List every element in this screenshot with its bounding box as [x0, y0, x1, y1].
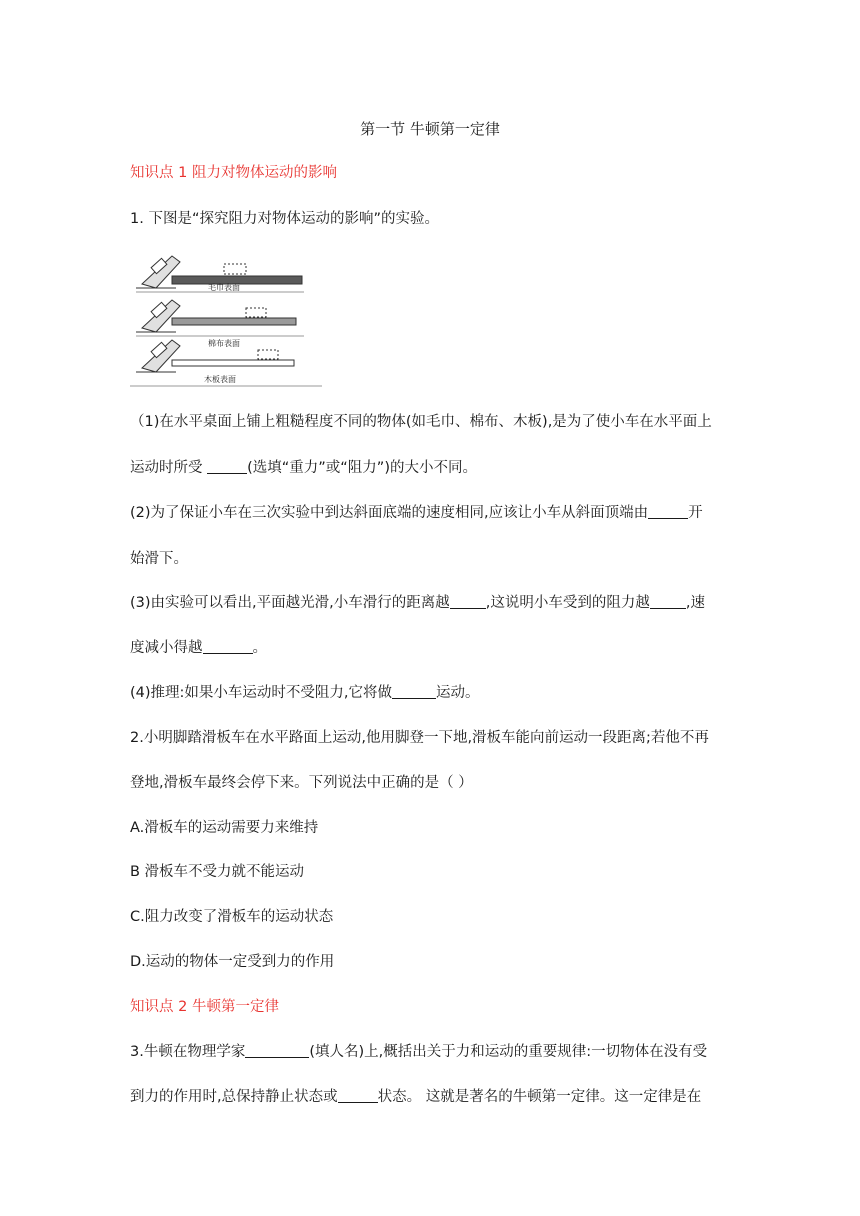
ramp-towel-surface: [136, 256, 304, 292]
q1-part2-text-a: (2)为了保证小车在三次实验中到达斜面底端的速度相同,应该让小车从斜面顶端由: [130, 505, 649, 521]
q1-part4-text-a: (4)推理:如果小车运动时不受阻力,它将做: [130, 685, 393, 701]
figure-label-towel: 毛巾表面: [208, 283, 240, 292]
answer-blank[interactable]: [392, 684, 436, 699]
figure-label-wood: 木板表面: [204, 375, 236, 384]
answer-blank[interactable]: [207, 459, 247, 474]
q1-part3-text-e: 。: [252, 640, 267, 656]
option-d: D.运动的物体一定受到力的作用: [130, 954, 335, 970]
question-3-line2: [130, 1087, 740, 1107]
q1-part4-text-b: 运动。: [436, 685, 480, 701]
q1-part4: [130, 683, 740, 703]
q3-text-c: 到力的作用时,总保持静止状态或: [130, 1089, 338, 1105]
q1-part1-line1: （1)在水平桌面上铺上粗糙程度不同的物体(如毛巾、棉布、木板),是为了使小车在水平面上: [130, 414, 712, 430]
option-a: A.滑板车的运动需要力来维持: [130, 820, 319, 836]
page-title: 第一节 牛顿第一定律: [360, 120, 500, 138]
q1-part3-text-a: (3)由实验可以看出,平面越光滑,小车滑行的距离越: [130, 595, 450, 611]
q3-text-a: 3.牛顿在物理学家: [130, 1044, 246, 1060]
question-1-stem: 1. 下图是“探究阻力对物体运动的影响”的实验。: [130, 211, 439, 227]
option-c: C.阻力改变了滑板车的运动状态: [130, 909, 334, 925]
q1-part2-line2: 始滑下。: [130, 551, 188, 567]
q1-part1-text-a: 运动时所受: [130, 460, 208, 476]
option-b: B 滑板车不受力就不能运动: [130, 864, 305, 880]
ramp-cotton-surface: [136, 300, 304, 348]
experiment-figure: [128, 248, 324, 388]
q1-part1-text-b: (选填“重力”或“阻力”)的大小不同。: [247, 460, 477, 476]
answer-blank[interactable]: [648, 504, 688, 519]
answer-blank[interactable]: [650, 594, 686, 609]
answer-blank[interactable]: [338, 1088, 378, 1103]
section-heading-1: 知识点 1 阻力对物体运动的影响: [130, 165, 337, 181]
q1-part3-text-b: ,这说明小车受到的阻力越: [485, 595, 650, 611]
question-2-line2: 登地,滑板车最终会停下来。下列说法中正确的是（ ）: [130, 775, 473, 791]
q3-text-b: (填人名)上,概括出关于力和运动的重要规律:一切物体在没有受: [309, 1044, 708, 1060]
q1-part1-line2: [130, 458, 740, 478]
answer-blank[interactable]: [245, 1043, 309, 1058]
question-2-line1: 2.小明脚踏滑板车在水平路面上运动,他用脚登一下地,滑板车能向前运动一段距离;若他不再: [130, 730, 709, 746]
q1-part3-text-d: 度减小得越: [130, 640, 203, 656]
answer-blank[interactable]: [203, 639, 253, 654]
q3-text-d: 状态。 这就是著名的牛顿第一定律。这一定律是在: [377, 1089, 702, 1105]
answer-blank[interactable]: [450, 594, 486, 609]
question-3-line1: [130, 1042, 740, 1062]
q1-part2-line1: [130, 503, 740, 523]
section-heading-2: 知识点 2 牛顿第一定律: [130, 999, 279, 1015]
q1-part3-text-c: ,速: [685, 595, 705, 611]
q1-part2-text-b: 开: [688, 505, 703, 521]
q1-part3-line2: [130, 638, 740, 658]
q1-part3-line1: [130, 593, 740, 613]
figure-label-cotton: 棉布表面: [208, 339, 240, 348]
